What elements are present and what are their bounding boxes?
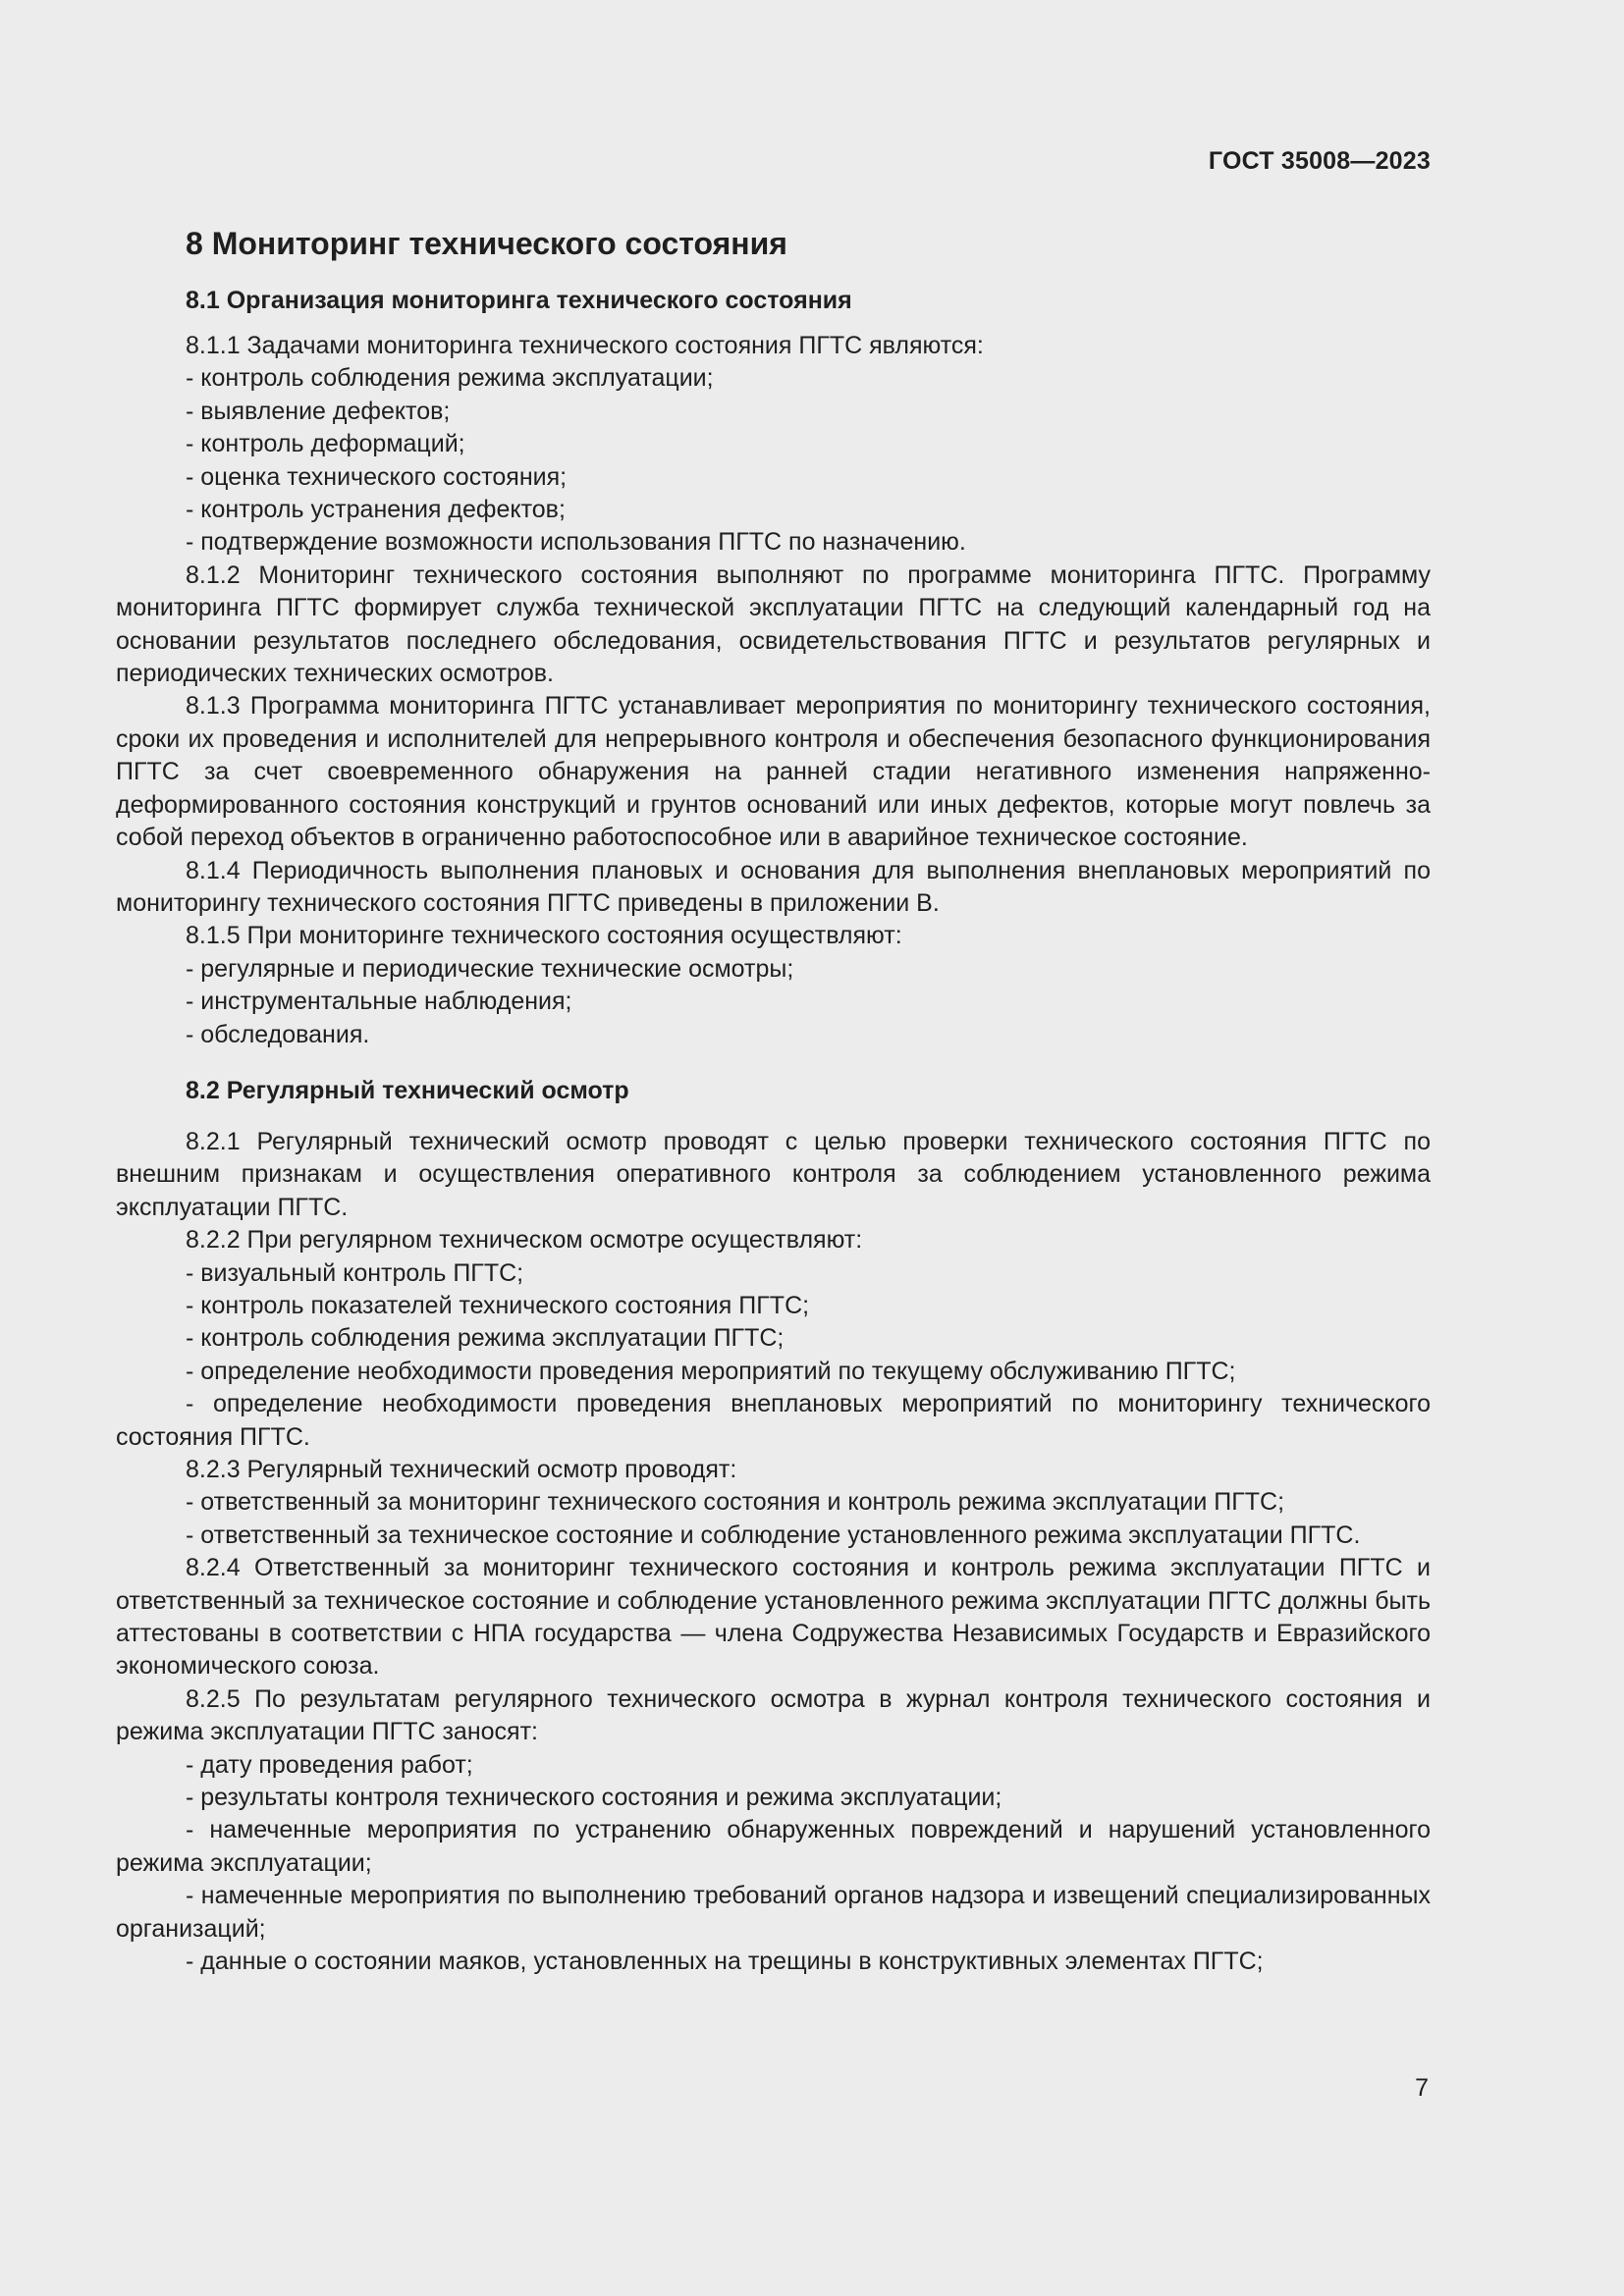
list-item: - контроль устранения дефектов; (186, 496, 566, 524)
list-item: - регулярные и периодические технические осмотры; (186, 954, 794, 983)
list-item: - определение необходимости проведения внеплановых мероприятий по мониторингу технического состояния ПГТС. (116, 1390, 1431, 1451)
document-code-header: ГОСТ 35008—2023 (1208, 147, 1431, 175)
section-8-1-title: 8.1 Организация мониторинга технического состояния (186, 287, 852, 314)
paragraph-8-1-5: 8.1.5 При мониторинге технического состояния осуществляют: (186, 922, 902, 950)
list-item: - определение необходимости проведения мероприятий по текущему обслуживанию ПГТС; (186, 1357, 1236, 1385)
paragraph-8-1-2: 8.1.2 Мониторинг технического состояния выполняют по программе мониторинга ПГТС. Программу мониторинга ПГТС формирует служба технической эксплуатации ПГТС на следующий календарный год на основании результатов последнего обследования, освидетельствования ПГТС и результатов регулярных и периодических технических осмотров. (116, 561, 1431, 688)
paragraph-8-2-2: 8.2.2 При регулярном техническом осмотре осуществляют: (186, 1226, 863, 1255)
list-item: - выявление дефектов; (186, 397, 451, 425)
section-8-2-title: 8.2 Регулярный технический осмотр (186, 1076, 629, 1104)
list-item: - контроль соблюдения режима эксплуатации ПГТС; (186, 1324, 785, 1353)
paragraph-8-1-3: 8.1.3 Программа мониторинга ПГТС устанавливает мероприятия по мониторингу технического состояния, сроки их проведения и исполнителей для непрерывного контроля и обеспечения безопасного функционирования ПГТС за счет своевременного обнаружения на ранней стадии негативного изменения напряженно-деформированного состояния конструкций и грунтов оснований или иных дефектов, которые могут повлечь за собой переход объектов в ограниченно работоспособное или в аварийное техническое состояние. (116, 692, 1431, 852)
paragraph-8-2-5: 8.2.5 По результатам регулярного технического осмотра в журнал контроля технического состояния и режима эксплуатации ПГТС заносят: (116, 1684, 1431, 1746)
list-item: - намеченные мероприятия по выполнению требований органов надзора и извещений специализированных организаций; (116, 1882, 1431, 1943)
list-item: - контроль показателей технического состояния ПГТС; (186, 1291, 810, 1319)
list-item: - контроль деформаций; (186, 430, 465, 458)
paragraph-8-2-1: 8.2.1 Регулярный технический осмотр проводят с целью проверки технического состояния ПГТС по внешним признакам и осуществления оперативного контроля за соблюдением установленного режима эксплуатации ПГТС. (116, 1127, 1431, 1221)
list-item: - контроль соблюдения режима эксплуатации; (186, 364, 714, 393)
list-item: - подтверждение возможности использования ПГТС по назначению. (186, 528, 966, 557)
list-item: - результаты контроля технического состояния и режима эксплуатации; (186, 1784, 1002, 1812)
paragraph-8-2-4: 8.2.4 Ответственный за мониторинг технического состояния и контроль режима эксплуатации ПГТС и ответственный за техническое состояние и соблюдение установленного режима эксплуатации ПГТС должны быть аттестованы в соответствии с НПА государства — члена Содружества Независимых Государств и Евразийского экономического союза. (116, 1554, 1431, 1681)
page-number: 7 (1415, 2074, 1429, 2102)
list-item: - дату проведения работ; (186, 1750, 473, 1779)
section-8-title: 8 Мониторинг технического состояния (186, 226, 787, 261)
list-item: - данные о состоянии маяков, установленных на трещины в конструктивных элементах ПГТС; (186, 1948, 1264, 1976)
paragraph-8-1-1: 8.1.1 Задачами мониторинга технического состояния ПГТС являются: (186, 332, 984, 359)
paragraph-8-2-3: 8.2.3 Регулярный технический осмотр проводят: (186, 1456, 737, 1483)
paragraph-8-1-4: 8.1.4 Периодичность выполнения плановых и основания для выполнения внеплановых мероприятий по мониторингу технического состояния ПГТС приведены в приложении В. (116, 856, 1431, 917)
list-item: - визуальный контроль ПГТС; (186, 1258, 524, 1287)
list-item: - оценка технического состояния; (186, 462, 568, 491)
list-item: - ответственный за мониторинг технического состояния и контроль режима эксплуатации ПГТС; (186, 1488, 1285, 1517)
document-body (116, 218, 1431, 1979)
list-item: - инструментальные наблюдения; (186, 988, 572, 1016)
list-item: - ответственный за техническое состояние и соблюдение установленного режима эксплуатации ПГТС. (186, 1521, 1361, 1549)
list-item: - обследования. (186, 1020, 370, 1048)
list-item: - намеченные мероприятия по устранению обнаруженных повреждений и нарушений установленного режима эксплуатации; (116, 1816, 1431, 1877)
